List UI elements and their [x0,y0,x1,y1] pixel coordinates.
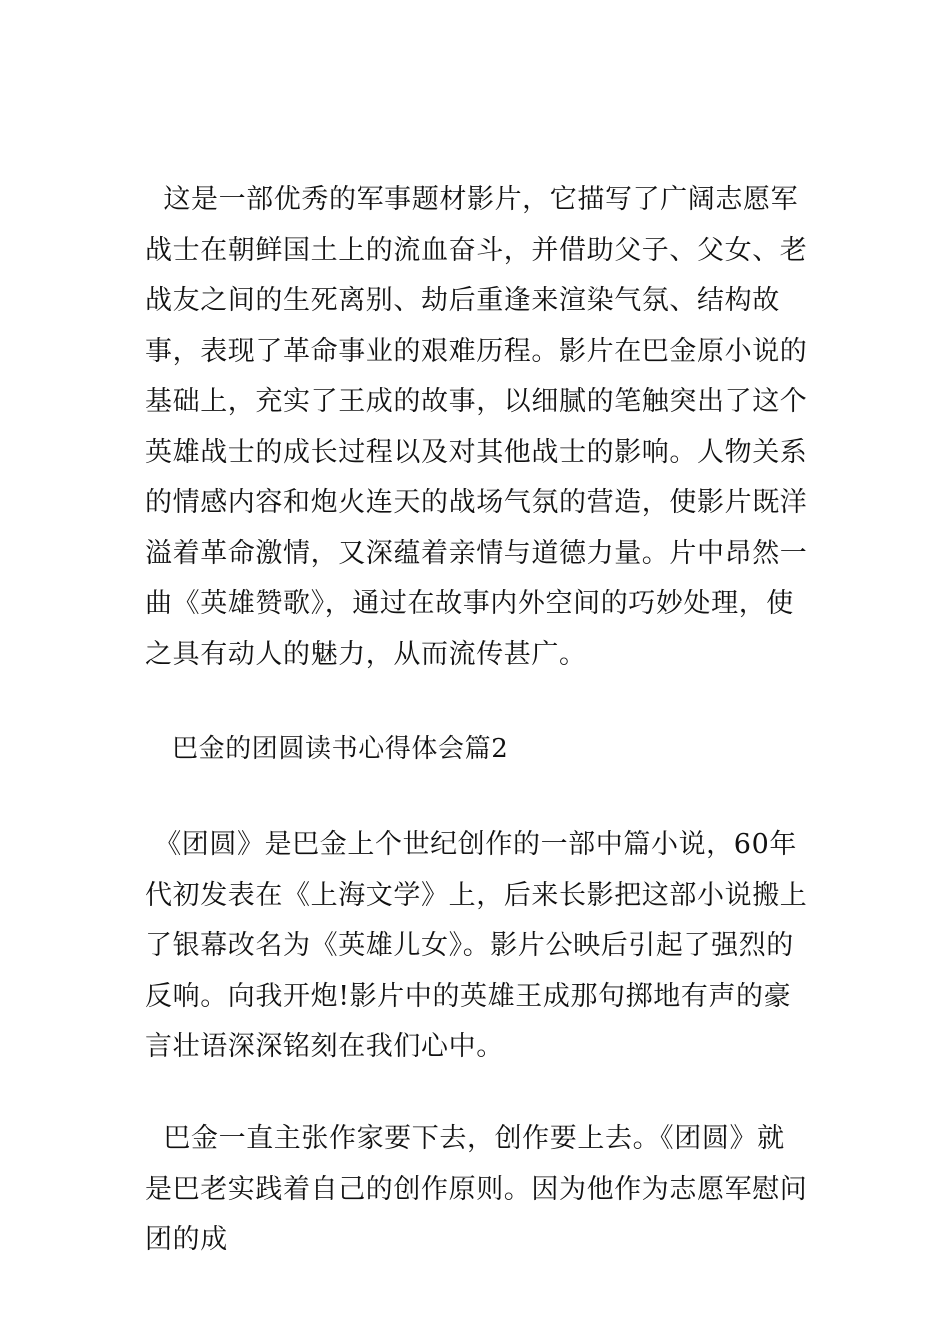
body-paragraph: 这是一部优秀的军事题材影片，它描写了广阔志愿军战士在朝鲜国土上的流血奋斗，并借助父子、父女、老战友之间的生死离别、劫后重逢来渲染气氛、结构故事，表现了革命事业的艰难历程。影片在巴金原小说的基础上，充实了王成的故事，以细腻的笔触突出了这个英雄战士的成长过程以及对其他战士的影响。人物关系的情感内容和炮火连天的战场气氛的营造，使影片既洋溢着革命激情，又深蕴着亲情与道德力量。片中昂然一曲《英雄赞歌》，通过在故事内外空间的巧妙处理，使之具有动人的魅力，从而流传甚广。 [145,184,808,670]
body-paragraph: 巴金一直主张作家要下去，创作要上去。《团圆》就是巴老实践着自己的创作原则。因为他作为志愿军慰问团的成 [145,1123,808,1255]
body-paragraph: 《团圆》是巴金上个世纪创作的一部中篇小说，60年代初发表在《上海文学》上，后来长影把这部小说搬上了银幕改名为《英雄儿女》。影片公映后引起了强烈的反响。向我开炮!影片中的英雄王成那句掷地有声的豪言壮语深深铭刻在我们心中。 [145,829,808,1062]
section-heading: 巴金的团圆读书心得体会篇2 [172,734,509,764]
